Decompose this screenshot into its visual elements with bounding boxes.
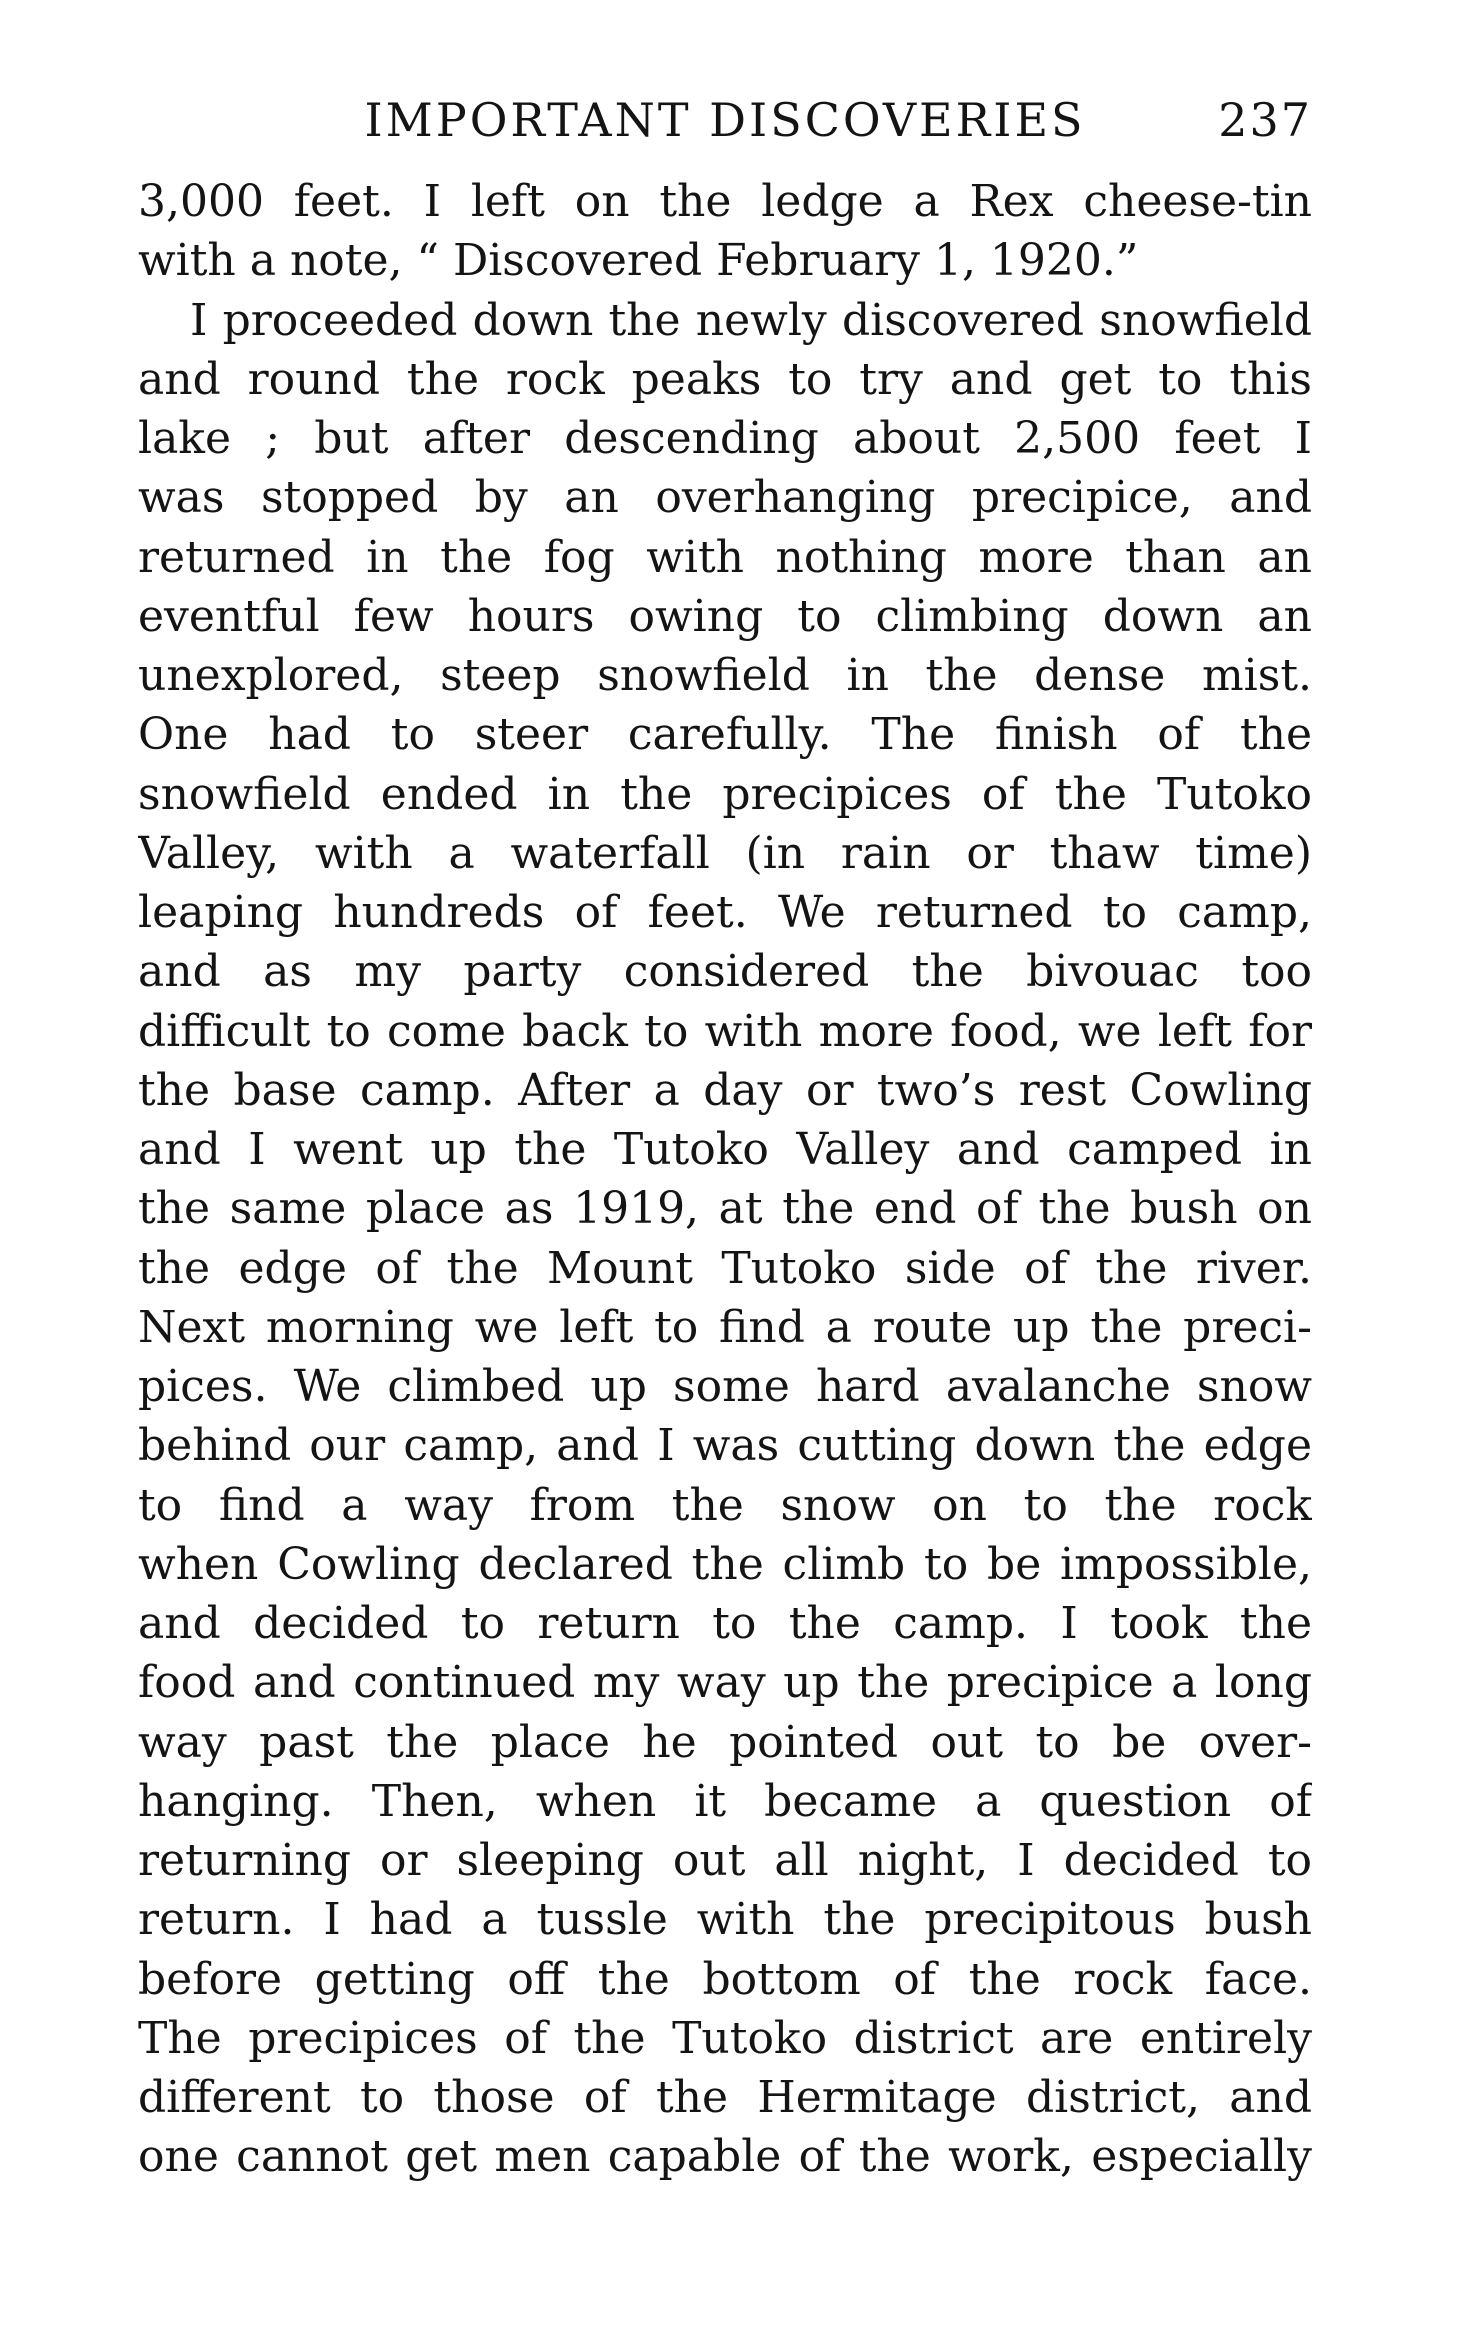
text-line-1: 3,000 feet. I left on the ledge a Rex cheese-tin	[138, 176, 1312, 227]
text-line-26: food and continued my way up the precipice a long	[138, 1657, 1312, 1709]
text-line-20: Next morning we left to find a route up the preci-	[138, 1301, 1312, 1353]
text-line-22: behind our camp, and I was cutting down the edge	[138, 1420, 1312, 1472]
text-line-10: One had to steer carefully. The finish of the	[138, 709, 1312, 761]
text-line-4: and round the rock peaks to try and get to this	[138, 353, 1312, 405]
text-line-14: and as my party considered the bivouac too	[138, 946, 1312, 998]
text-line-21: pices. We climbed up some hard avalanche snow	[138, 1361, 1312, 1412]
text-line-2: with a note, “ Discovered February 1, 1920.”	[138, 235, 1139, 287]
text-line-19: the edge of the Mount Tutoko side of the river.	[138, 1242, 1312, 1294]
text-line-29: returning or sleeping out all night, I decided to	[138, 1835, 1312, 1886]
text-line-34: one cannot get men capable of the work, especially	[138, 2131, 1312, 2183]
text-line-23: to find a way from the snow on to the rock	[138, 1479, 1312, 1531]
text-line-9: unexplored, steep snowfield in the dense mist.	[138, 650, 1312, 701]
text-line-6: was stopped by an overhanging precipice, and	[138, 472, 1312, 524]
text-line-30: return. I had a tussle with the precipitous bush	[138, 1894, 1312, 1946]
text-line-16: the base camp. After a day or two’s rest Cowling	[138, 1064, 1312, 1116]
text-line-18: the same place as 1919, at the end of the bush on	[138, 1183, 1312, 1235]
text-line-12: Valley, with a waterfall (in rain or thaw time)	[138, 827, 1312, 879]
text-line-28: hanging. Then, when it became a question of	[138, 1775, 1312, 1827]
text-line-32: The precipices of the Tutoko district are entirely	[138, 2012, 1312, 2064]
text-line-24: when Cowling declared the climb to be impossible,	[138, 1538, 1312, 1590]
text-line-11: snowfield ended in the precipices of the Tutoko	[138, 768, 1312, 820]
text-line-25: and decided to return to the camp. I took the	[138, 1598, 1312, 1649]
text-line-33: different to those of the Hermitage district, and	[138, 2072, 1312, 2123]
paragraph-start-line: I proceeded down the newly discovered snowfield	[190, 294, 1312, 346]
running-title: IMPORTANT DISCOVERIES	[364, 93, 1086, 147]
text-line-13: leaping hundreds of feet. We returned to camp,	[138, 887, 1312, 938]
text-line-27: way past the place he pointed out to be over-	[138, 1716, 1312, 1768]
text-line-5: lake ; but after descending about 2,500 feet I	[138, 413, 1312, 464]
text-line-8: eventful few hours owing to climbing down an	[138, 590, 1312, 642]
page-number: 237	[1218, 93, 1312, 147]
text-line-31: before getting off the bottom of the rock face.	[138, 1953, 1312, 2005]
text-line-17: and I went up the Tutoko Valley and camped in	[138, 1124, 1312, 1175]
text-line-15: difficult to come back to with more food, we left for	[138, 1005, 1312, 1057]
text-line-7: returned in the fog with nothing more than an	[138, 531, 1312, 583]
running-head	[138, 88, 1312, 152]
body-text	[138, 172, 1312, 2187]
